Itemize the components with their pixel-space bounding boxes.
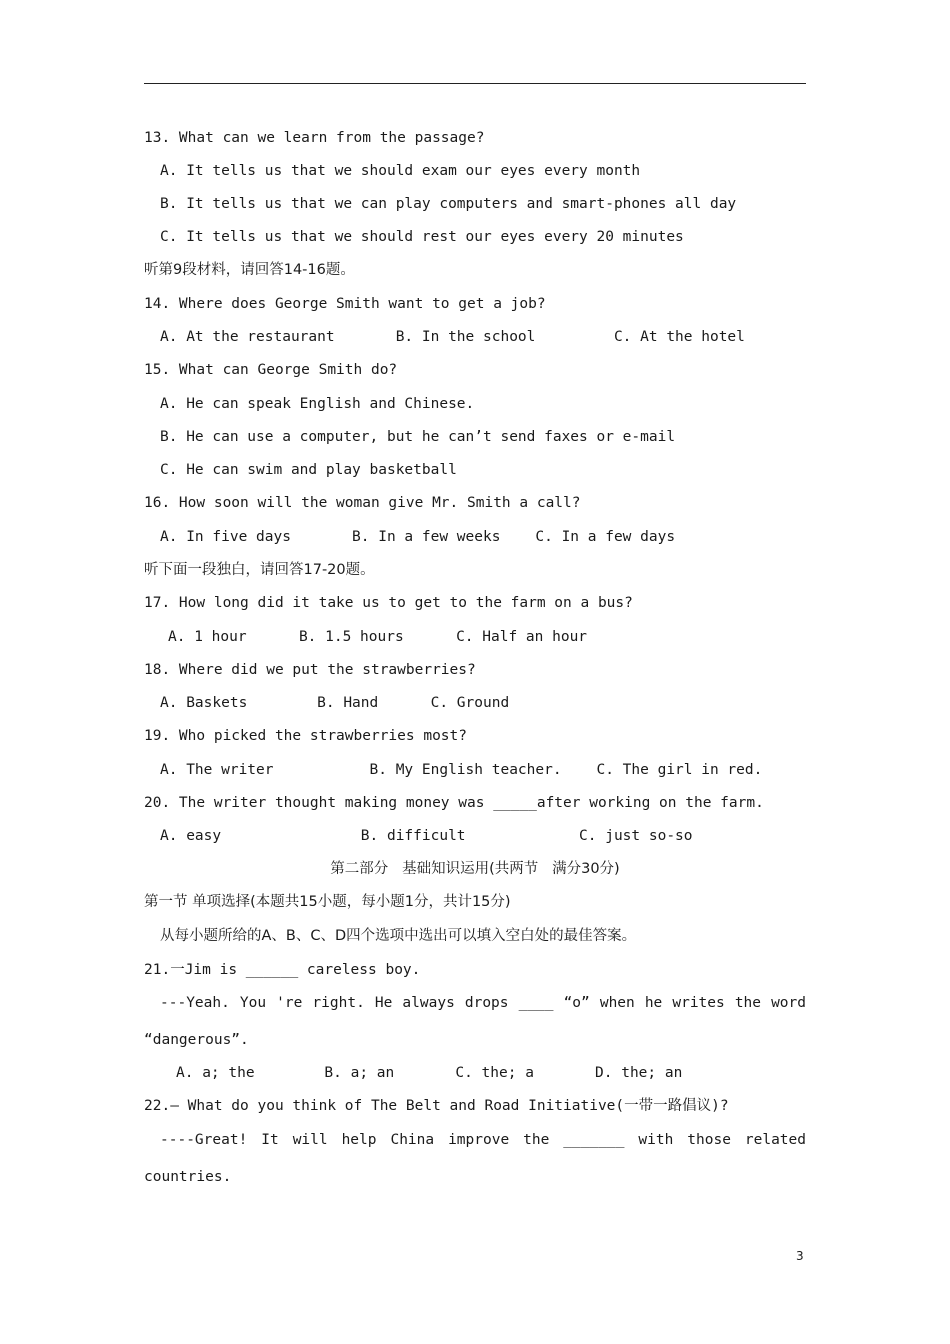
instruction-monologue: 听下面一段独白，请回答17-20题。 — [144, 562, 375, 578]
q17-stem: 17. How long did it take us to get to the farm on a bus? — [144, 595, 633, 611]
q15-stem: 15. What can George Smith do? — [144, 362, 398, 378]
q18-stem: 18. Where did we put the strawberries? — [144, 662, 476, 678]
q15-option-a: A. He can speak English and Chinese. — [160, 396, 475, 412]
q21-stem: 21.一Jim is ______ careless boy. — [144, 962, 421, 978]
q21-reply-continued: “dangerous”. — [144, 1032, 249, 1048]
q17-options: A. 1 hour B. 1.5 hours C. Half an hour — [168, 629, 588, 645]
q22-reply-continued: countries. — [144, 1169, 232, 1185]
q14-options: A. At the restaurant B. In the school C. At the hotel — [160, 329, 745, 345]
q16-stem: 16. How soon will the woman give Mr. Smith a call? — [144, 495, 581, 511]
q13-option-a: A. It tells us that we should exam our eyes every month — [160, 163, 641, 179]
q19-stem: 19. Who picked the strawberries most? — [144, 728, 468, 744]
page-number: 3 — [796, 1249, 804, 1263]
q16-options: A. In five days B. In a few weeks C. In a few days — [160, 529, 676, 545]
q13-option-c: C. It tells us that we should rest our eyes every 20 minutes — [160, 229, 684, 245]
section1-instruction: 从每小题所给的A、B、C、D四个选项中选出可以填入空白处的最佳答案。 — [160, 928, 637, 944]
part2-title: 第二部分 基础知识运用(共两节 满分30分) — [330, 861, 620, 877]
section1-title: 第一节 单项选择(本题共15小题，每小题1分，共计15分) — [144, 894, 511, 910]
q21-reply: ---Yeah. You 're right. He always drops ____ “o” when he writes the word — [160, 995, 806, 1011]
q20-stem: 20. The writer thought making money was _____after working on the farm. — [144, 795, 764, 811]
q21-options: A. a; the B. a; an C. the; a D. the; an — [176, 1065, 683, 1081]
q22-stem: 22.— What do you think of The Belt and Road Initiative(一带一路倡议)? — [144, 1098, 729, 1114]
q18-options: A. Baskets B. Hand C. Ground — [160, 695, 510, 711]
instruction-passage-9: 听第9段材料，请回答14-16题。 — [144, 262, 355, 278]
q14-stem: 14. Where does George Smith want to get a job? — [144, 296, 546, 312]
q22-reply: ----Great! It will help China improve the _______ with those related — [160, 1132, 806, 1148]
q19-options: A. The writer B. My English teacher. C. The girl in red. — [160, 762, 763, 778]
q15-option-c: C. He can swim and play basketball — [160, 462, 457, 478]
q13-stem: 13. What can we learn from the passage? — [144, 130, 485, 146]
header-rule — [144, 83, 806, 84]
q20-options: A. easy B. difficult C. just so-so — [160, 828, 693, 844]
q13-option-b: B. It tells us that we can play computers and smart-phones all day — [160, 196, 737, 212]
q15-option-b: B. He can use a computer, but he can’t send faxes or e-mail — [160, 429, 676, 445]
